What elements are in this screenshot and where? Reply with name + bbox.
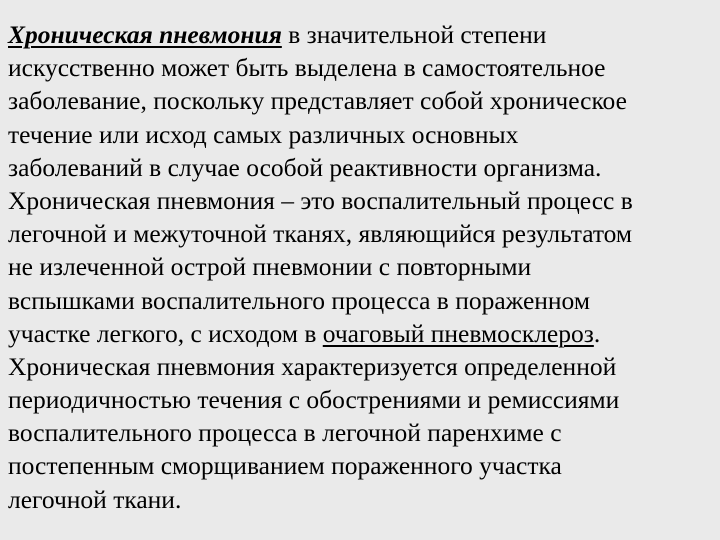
text-line [8, 317, 713, 350]
text-line: постепенным сморщиванием пораженного участка [8, 451, 562, 481]
body-text [8, 18, 713, 516]
line-text-before: участке легкого, с исходом в [8, 318, 323, 348]
text-line: искусственно может быть выделена в самостоятельное [8, 53, 606, 83]
line-emphasis: Хроническая пневмония [8, 20, 282, 49]
line-text-after: . [593, 318, 601, 348]
text-line: заболевание, поскольку представляет собой хроническое [8, 86, 627, 116]
text-line: Хроническая пневмония – это воспалительный процесс в [8, 185, 633, 215]
text-line: легочной ткани. [8, 484, 182, 514]
text-line: не излеченной острой пневмонии с повторными [8, 252, 532, 282]
text-line [8, 18, 713, 51]
text-line: заболеваний в случае особой реактивности организма. [8, 152, 602, 182]
text-line: вспышками воспалительного процесса в пораженном [8, 285, 590, 315]
text-line: воспалительного процесса в легочной паренхиме с [8, 418, 562, 448]
text-line: периодичностью течения с обострениями и ремиссиями [8, 385, 620, 415]
line-emphasis: очаговый пневмосклероз [322, 318, 594, 348]
text-line: легочной и межуточной тканях, являющийся результатом [8, 219, 633, 249]
text-line: Хроническая пневмония характеризуется определенной [8, 351, 617, 381]
text-line: течение или исход самых различных основных [8, 119, 519, 149]
line-text-after: в значительной степени [281, 20, 547, 49]
